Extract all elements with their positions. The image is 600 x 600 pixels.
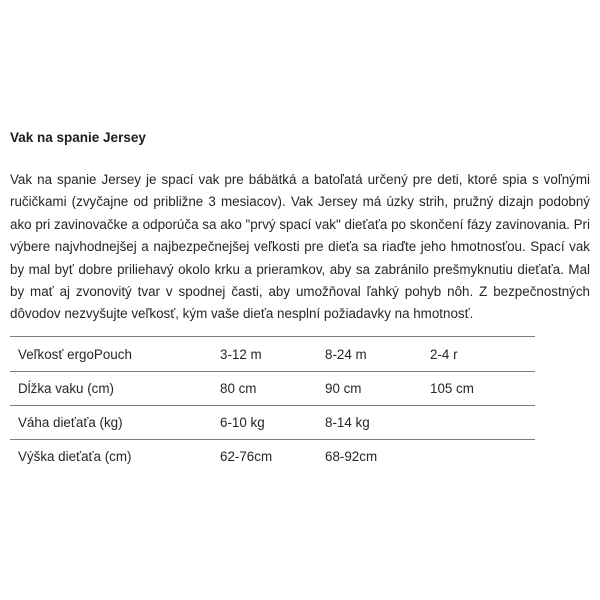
table-row bbox=[10, 406, 535, 440]
row-value: 68-92cm bbox=[325, 449, 378, 464]
row-value: 8-14 kg bbox=[325, 415, 370, 430]
row-value bbox=[430, 440, 535, 474]
product-description: Vak na spanie Jersey je spací vak pre bábätká a batoľatá určený pre deti, ktoré spia s voľnými ručičkami (zvyčajne od približne 3 mesiacov). Vak Jersey má úzky strih, pružný dizajn podobný ako pri zavinovačke a odporúča sa ako "prvý spací vak" dieťaťa po skončení fázy zavinovania. Pri výbere najvhodnejšej a najbezpečnejšej veľkosti pre dieťa sa riaďte jeho hmotnosťou. Spací vak by mal byť dobre priliehavý okolo krku a prieramkov, aby sa zabránilo prešmyknutiu dieťaťa. Mal by mať aj zvonovitý tvar v spodnej časti, aby umožňoval ľahký pohyb nôh. Z bezpečnostných dôvodov nezvyšujte veľkosť, kým vaše dieťa nesplní požiadavky na hmotnosť. bbox=[10, 172, 590, 322]
row-label: Veľkosť ergoPouch bbox=[18, 346, 132, 362]
row-label: Dĺžka vaku (cm) bbox=[18, 381, 114, 396]
row-value: 90 cm bbox=[325, 381, 362, 396]
row-value: 62-76cm bbox=[220, 449, 273, 464]
table-row bbox=[10, 372, 535, 406]
size-table bbox=[10, 336, 535, 473]
row-value: 6-10 kg bbox=[220, 415, 265, 430]
row-value bbox=[430, 406, 535, 440]
row-value: 2-4 r bbox=[430, 346, 458, 362]
row-value: 8-24 m bbox=[325, 346, 367, 362]
row-value: 105 cm bbox=[430, 381, 474, 396]
table-row bbox=[10, 337, 535, 372]
table-row bbox=[10, 440, 535, 474]
page-title: Vak na spanie Jersey bbox=[10, 130, 146, 145]
row-value: 3-12 m bbox=[220, 346, 262, 362]
row-value: 80 cm bbox=[220, 381, 257, 396]
row-label: Váha dieťaťa (kg) bbox=[18, 415, 123, 430]
row-label: Výška dieťaťa (cm) bbox=[18, 449, 132, 464]
